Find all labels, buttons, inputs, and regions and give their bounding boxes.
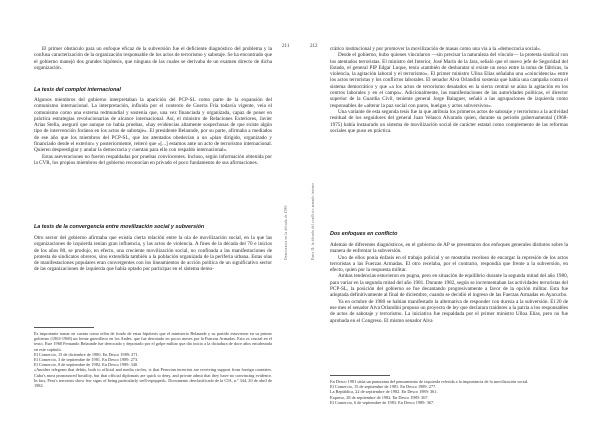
- left-section1: [34, 97, 272, 166]
- footnote-rule: [330, 375, 390, 376]
- paragraph: Desde el gobierno, hubo quienes vincularon —sin precisar la naturaleza del vínculo— la protesta sindical con los atentados terroristas. El ministro del Interior, José Marín de la Jara, señaló que el nuevo jefe de Seguridad del Estado, el general PIP Edgar Luque, tenía «también de desbaratar si existe un nexo entre la toma de fábricas, la violencia, la agitación laboral y el terrorismo». El primer ministro Ulloa Elías señalaba una «coincidencia» entre los actos terroristas y los conflictos laborales. El senador Alva Orlandini sostenía que había una campaña contra el sistema democrático y que «a los actos de terrorismo desatados en la sierra central se aúna la agitación en los centros laborales y en el campo». Adicionalmente, las manifestaciones de las autoridades políticas, el director superior de la Guardia Civil, teniente general Jorge Balaguer, señaló a las agrupaciones de izquierda como responsables de «alterar la paz social con paros, huelgas y actos subversivos».: [330, 52, 568, 109]
- section-heading-convergencia: La tesis de la convergencia entre movilización social y subversión: [34, 224, 205, 230]
- section-heading-enfoques: Dos enfoques en conflicto: [330, 231, 398, 237]
- page-number: 211: [282, 44, 290, 49]
- footnote: En Desco 1981 sitúa un panorama del pensamiento de izquierda referida a la importancia de la movilización social.: [330, 379, 529, 384]
- page-number: 212: [310, 44, 318, 49]
- paragraph: Además de diferentes diagnósticos, en el gobierno de AP se presentaron dos enfoques generales distintos sobre la manera de enfrentar la subversión.: [330, 242, 568, 255]
- paragraph: crático institucional y por promover la movilización de masas como una vía a la «democracia social».: [330, 46, 542, 52]
- right-intro: [330, 46, 568, 134]
- paragraph: Otro sector del gobierno afirmaba que existía cierta relación entre la ola de movilización social, en la que las organizaciones de izquierda tenían gran influencia, y las actos de violencia. A fines de la década del 70 e inicios de los años 80, se produjo, en efecto, una creciente movilización social, no confinada a las manifestaciones de protesta de sindicatos obreros, sino extendida también a la población organizada de la periferia urbana. Estas olas de manifestaciones populares eran convergentes con los lineamientos de acción política de un significativo sector de las organizaciones de izquierda que había optado por participar en el sistema demo-: [34, 235, 272, 273]
- paragraph: Una variante de esta segunda tesis fue la que atribuía los primeros actos de sabotaje y terrorismo a la actividad residual de los seguidores del general Juan Velasco Alvarado quien, durante su período gubernamental (1968-1975) había instaurado un sistema de movilización social de carácter estatal como complemento de las reformas sociales que puso en práctica.: [330, 108, 568, 134]
- footnote: Es importante tomar en cuenta como telón de fondo de estas hipótesis que el ministerio Belaunde y su partido estuvieron en su primer gobierno (1963-1968) un frente guerrillero en los Andes, que fue derrotado en pocos meses por la Fuerzas Armadas. Esto es crucial en el texto. Este 1968 Fernando Belaunde fue derrocado y deportado por el golpe militar que dio inicio a la dictadura de doce años encabezada en este capítulo.: [34, 331, 272, 352]
- footnote: El Comercio, 15 de diciembre de 1980. En Desco 1989: 271.: [34, 351, 139, 357]
- paragraph: Algunos miembros del gobierno interpretaban la aparición del PCP-SL como parte de la expansión del comunismo internacional. La interpretación, influida por el contexto de Guerra Fría todavía vigente, veía el comunismo como una externa redmundial y sostenía que, una vez financiada y organizada, capaz de poner en práctica estrategias revolucionarias de alcance internacional. Así, el ministro de Relaciones Exteriores, Javier Arias Stella, aseguró que aunque no había pruebas, «hay evidencias altamente sospechosas de que existe algún tipo de intervención foránea en los actos de sabotaje». El presidente Belaunde, por su parte, afirmaba a mediados de ese año que los miembros del PCP-SL, que los atentados obedecían a un «plan dirigido, organizado y financiado desde el exterior» y posteriormente, reiteró que «[...] estamos ante un acto de terrorismo internacional. Quieren desprestigiar y anular la democracia y cuentan para ello con respaldo internacional».: [34, 97, 272, 154]
- paragraph: Ambas tendencias estuvieron en pugna, pero en situación de equilibrio durante la segunda mitad del año 1980, para variar en la segunda mitad del año 1981. Durante 1982, según se incrementaban las actividades terroristas del PCP-SL, la posición del gobierno se fue decantando progresivamente a favor de la opción militar. Esta fue adoptada definitivamente al final de diciembre, cuando se decidió el ingreso de las Fuerzas Armadas en Ayacucho.: [330, 273, 568, 299]
- footnote: El Comercio, 15 de septiembre de 1981. En Desco 1989: 277.: [330, 384, 437, 390]
- running-head: Democracia en la década de 1980: [284, 205, 288, 260]
- footnote: El Comercio, 3 de septiembre de 1981. En Desco 1989: 273.: [34, 357, 139, 363]
- footnote: El Comercio, 8 de septiembre de 1982. En Desco 1989: 340.: [34, 362, 139, 368]
- footnote-rule: [34, 327, 94, 328]
- running-head: Parte II: la década del conflicto armado interno: [311, 182, 315, 260]
- footnote: Expreso, 28 de septiembre de 1982. En Desco 1989: 367.: [330, 394, 429, 400]
- section-heading-complot: La tesis del complot internacional: [34, 87, 121, 93]
- left-page: [0, 0, 290, 431]
- footnote: «Another telegram that debits, both to official and media circles, is that Peruvian terrorists are receiving support from foreign countries. Cuba's most pronounced hostility, but that official diplomats are quick to deny, and private admit that they have no convincing evidence. In fact, Peru's terrorists show few signs of being particularly well-equipped». Documento desclasificado de la CIA, n.º 344, 20 de abril de 1982.: [34, 367, 272, 389]
- right-section: [330, 242, 568, 324]
- footnote: La República, 22 de septiembre de 1982. En Desco 1989: 361.: [330, 389, 438, 395]
- right-footnotes: [330, 379, 568, 405]
- paragraph: Ya en octubre de 1980 se habían manifestado la alternativa de responder con dureza a la subversión. El 20 de ese mes el senador Alva Orlandini propuso un proyecto de ley que declarara traidores a la patria a los responsables de actos de sabotaje y terrorismo. La iniciativa fue respaldada por el primer ministro Ulloa Elías, pero no fue aprobada en el Congreso. El mismo senador Alva: [330, 298, 568, 324]
- left-footnotes: [34, 331, 272, 388]
- left-intro: [34, 46, 272, 71]
- paragraph: Estas aseveraciones no fueron respaldadas por pruebas convincentes. Incluso, según información obtenida por la CVR, los propios miembros del gobierno reconocían en privado el poco fundamento de sus afirmaciones.: [34, 153, 272, 166]
- left-section2: [34, 235, 272, 273]
- footnote: El Comercio, 6 de septiembre de 1983. En Desco 1989: 367.: [330, 399, 435, 405]
- paragraph: Uno de ellos ponía énfasis en el trabajo policial y se mostraba receloso de encargar la represión de los actos terroristas a las Fuerzas Armadas. El otro recelaba, por el contrario, respondía que frente a la subversión, en efecto, quien por la respuesta militar.: [330, 254, 568, 274]
- paragraph: El primer obstáculo para un enfoque eficaz de la subversión fue el deficiente diagnóstico del problema y la confusa caracterización de la organización responsable de los actos de terrorismo y sabotaje. Se ha encontrado que el gobierno manejó dos grandes hipótesis, que ninguna de las cuales se derivaba de un examen directo de dicha organización.: [34, 46, 272, 71]
- right-page: [298, 0, 600, 431]
